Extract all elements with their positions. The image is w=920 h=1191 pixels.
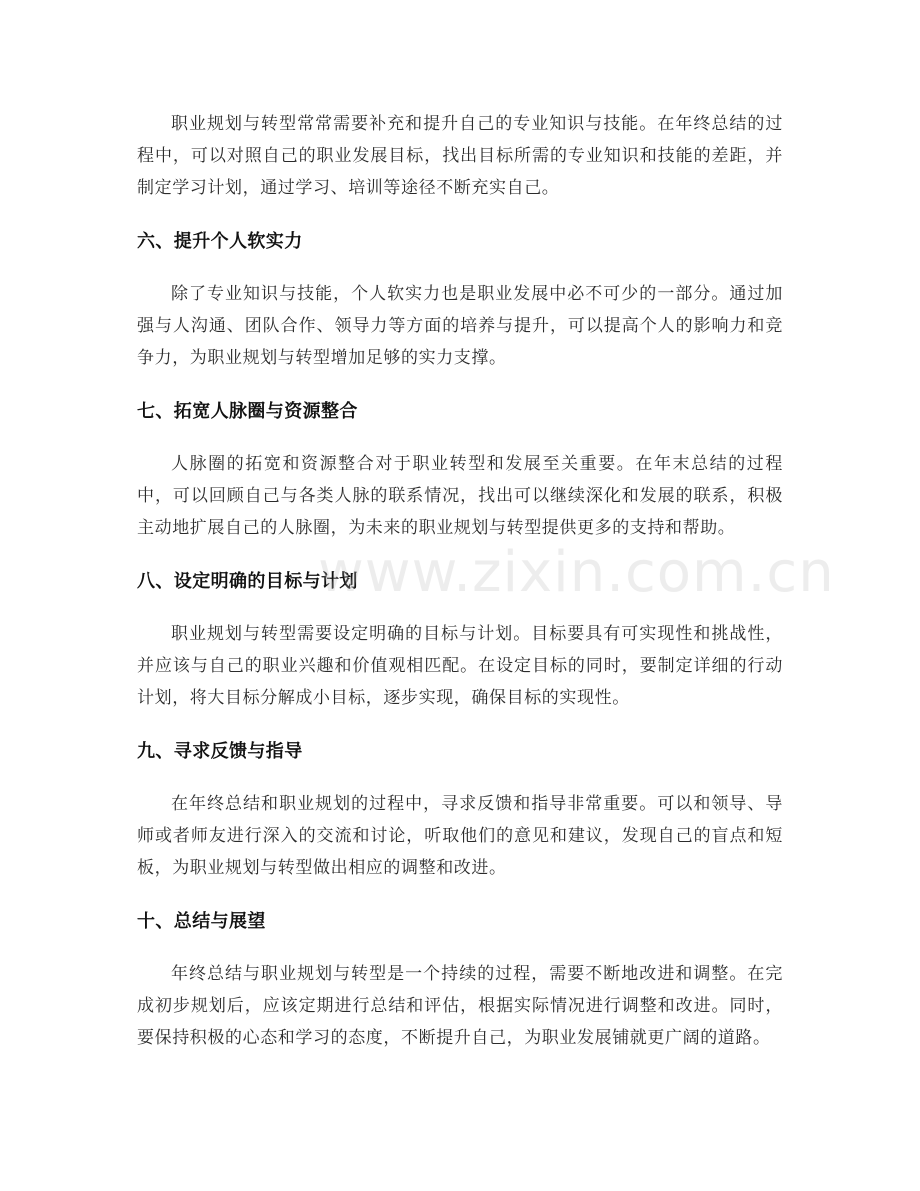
paragraph-network: 人脉圈的拓宽和资源整合对于职业转型和发展至关重要。在年末总结的过程中，可以回顾自己与各类人脉的联系情况，找出可以继续深化和发展的联系，积极主动地扩展自己的人脉圈，为未来的职业规划与转型提供更多的支持和帮助。: [137, 454, 783, 538]
section-heading-6: 六、提升个人软实力: [137, 231, 303, 252]
section-heading-8: 八、设定明确的目标与计划: [137, 571, 358, 592]
watermark: www.zixin.com.cn: [318, 540, 835, 605]
section-heading-10: 十、总结与展望: [137, 911, 266, 932]
paragraph-feedback: 在年终总结和职业规划的过程中，寻求反馈和指导非常重要。可以和领导、导师或者师友进行深入的交流和讨论，听取他们的意见和建议，发现自己的盲点和短板，为职业规划与转型做出相应的调整和改进。: [137, 794, 783, 878]
section-heading-9: 九、寻求反馈与指导: [137, 741, 303, 762]
section-heading-7: 七、拓宽人脉圈与资源整合: [137, 401, 358, 422]
document-body: [137, 108, 783, 1076]
paragraph-goals: 职业规划与转型需要设定明确的目标与计划。目标要具有可实现性和挑战性，并应该与自己的职业兴趣和价值观相匹配。在设定目标的同时，要制定详细的行动计划，将大目标分解成小目标，逐步实现，确保目标的实现性。: [137, 624, 783, 708]
paragraph-soft-skills: 除了专业知识与技能，个人软实力也是职业发展中必不可少的一部分。通过加强与人沟通、团队合作、领导力等方面的培养与提升，可以提高个人的影响力和竞争力，为职业规划与转型增加足够的实力支撑。: [137, 284, 783, 368]
paragraph-summary: 年终总结与职业规划与转型是一个持续的过程，需要不断地改进和调整。在完成初步规划后，应该定期进行总结和评估，根据实际情况进行调整和改进。同时，要保持积极的心态和学习的态度，不断提升自己，为职业发展铺就更广阔的道路。: [137, 964, 783, 1048]
paragraph-skills: 职业规划与转型常常需要补充和提升自己的专业知识与技能。在年终总结的过程中，可以对照自己的职业发展目标，找出目标所需的专业知识和技能的差距，并制定学习计划，通过学习、培训等途径不断充实自己。: [137, 114, 783, 198]
